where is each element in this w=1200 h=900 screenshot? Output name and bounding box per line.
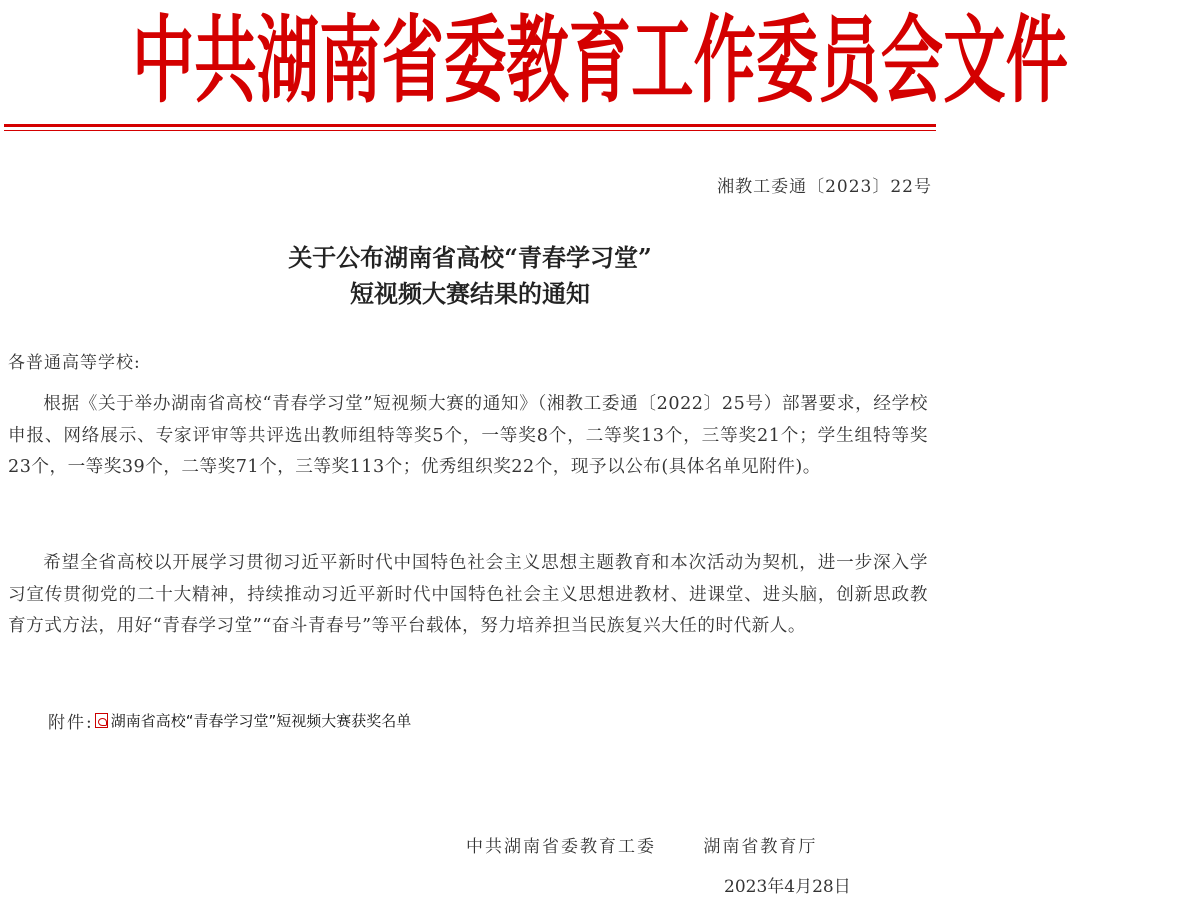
salutation: 各普通高等学校: (8, 353, 141, 373)
signer-2: 湖南省教育厅 (703, 837, 818, 857)
document-date: 2023年4月28日 (724, 877, 851, 897)
attachment-row (48, 708, 411, 733)
document-number: 湘教工委通〔2023〕22号 (717, 177, 932, 197)
body-paragraph-1: 根据《关于举办湖南省高校“青春学习堂”短视频大赛的通知》（湘教工委通〔2022〕25号）部署要求，经学校申报、网络展示、专家评审等共评选出教师组特等奖5个，一等奖8个，二等奖13个，三等奖21个；学生组特等奖23个，一等奖39个，二等奖71个，三等奖113个；优秀组织奖22个，现予以公布(具体名单见附件)。 (8, 394, 928, 477)
attachment-label: 附件: (48, 713, 94, 733)
title-line-1: 关于公布湖南省高校“青春学习堂” (288, 243, 652, 272)
attachment-link[interactable]: 湖南省高校“青春学习堂”短视频大赛获奖名单 (110, 712, 412, 730)
signers (466, 832, 817, 857)
document-title (0, 240, 940, 312)
masthead-rule-thin (4, 130, 936, 131)
pdf-icon[interactable] (95, 713, 108, 728)
body-paragraph-2: 希望全省高校以开展学习贯彻习近平新时代中国特色社会主义思想主题教育和本次活动为契机，进一步深入学习宣传贯彻党的二十大精神，持续推动习近平新时代中国特色社会主义思想进教材、进课堂、进头脑，创新思政教育方式方法，用好“青春学习堂”“奋斗青春号”等平台载体，努力培养担当民族复兴大任的时代新人。 (8, 553, 928, 636)
title-line-2: 短视频大赛结果的通知 (350, 279, 590, 308)
masthead-text: 中共湖南省委教育工作委员会文件 (132, 5, 1069, 116)
signer-1: 中共湖南省委教育工委 (466, 837, 656, 857)
masthead-rule-thick (4, 124, 936, 127)
document-masthead (0, 5, 1069, 116)
